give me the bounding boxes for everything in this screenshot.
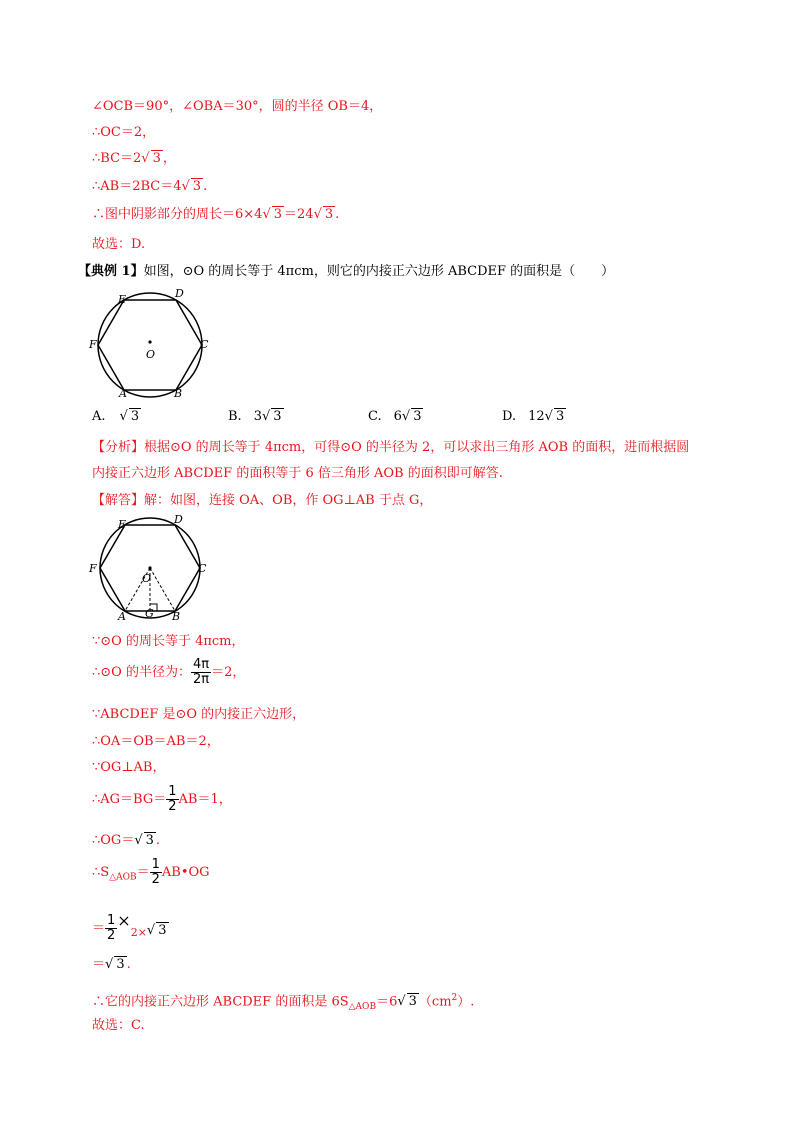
radicand: 3 xyxy=(158,923,167,938)
label-f: F xyxy=(89,338,97,351)
top-line-4 xyxy=(92,178,207,196)
choice-letter: B. xyxy=(228,409,242,424)
label-b: B xyxy=(172,610,181,623)
top-line-1: ∠OCB＝90°，∠OBA＝30°，圆的半径 OB＝4， xyxy=(92,99,383,114)
text: ∴AB＝2BC＝4 xyxy=(92,179,182,194)
fraction-num: 1 xyxy=(107,913,116,928)
fraction-den: 2 xyxy=(107,928,116,943)
fraction-4pi-2pi xyxy=(191,658,211,687)
solution-line-5: ∵OG⊥AB， xyxy=(92,760,166,775)
fraction-den: 2 xyxy=(168,799,177,814)
hexagon-figure-2 xyxy=(88,512,218,624)
answer-line-1: 【解答】解：如图，连接 OA、OB，作 OG⊥AB 于点 G， xyxy=(92,493,433,508)
choice-coef: 6 xyxy=(393,409,402,424)
label-b: B xyxy=(174,387,183,400)
sqrt-3: √ 3 xyxy=(141,151,161,166)
top-line-3 xyxy=(92,150,176,168)
sqrt-3: √ 3 xyxy=(261,409,282,424)
sqrt-3: √ 3 xyxy=(181,179,202,194)
radicand: 3 xyxy=(408,994,417,1010)
fraction-half xyxy=(150,858,162,887)
radicand: 3 xyxy=(555,409,565,424)
choice-d[interactable] xyxy=(502,409,566,424)
choice-b[interactable] xyxy=(228,409,284,424)
text: AB•OG xyxy=(161,865,210,880)
label-o: O xyxy=(142,572,152,585)
solution-line-11 xyxy=(92,989,474,1016)
label-a: A xyxy=(119,387,127,400)
top-line-6: 故选：D. xyxy=(92,237,146,252)
text: ∴OG＝ xyxy=(92,833,135,848)
choice-a[interactable] xyxy=(92,409,141,424)
radicand: 3 xyxy=(130,409,140,424)
solution-line-2 xyxy=(92,658,245,688)
text: ＝2， xyxy=(211,665,246,680)
text: . xyxy=(126,957,131,972)
radicand: 3 xyxy=(273,207,283,222)
solution-line-7 xyxy=(92,832,160,850)
text: （cm xyxy=(418,994,452,1010)
hexagon-figure-1 xyxy=(88,285,218,405)
fraction-half xyxy=(166,785,178,814)
label-d: D xyxy=(174,513,183,526)
label-c: C xyxy=(200,338,209,351)
text: ＝ xyxy=(136,865,150,880)
times-sign: × xyxy=(117,911,131,930)
label-o: O xyxy=(146,348,156,361)
label-c: C xyxy=(198,562,207,575)
radicand: 3 xyxy=(273,409,282,424)
solution-line-8 xyxy=(92,858,210,893)
text: . xyxy=(203,179,208,194)
analysis-line-1: 【分析】根据⊙O 的周长等于 4πcm，可得⊙O 的半径为 2，可以求出三角形 AOB 的面积，进而根据圆 xyxy=(92,440,690,455)
label-a: A xyxy=(118,610,126,623)
text: ＝ xyxy=(92,957,106,972)
superscript: 2 xyxy=(451,993,458,1003)
subscript: △AOB xyxy=(348,1001,377,1012)
text: ）. xyxy=(457,994,475,1010)
sqrt-3: √ 3 xyxy=(313,207,334,222)
text: 2× xyxy=(130,926,147,939)
sqrt-3: √ 3 xyxy=(544,409,565,424)
sqrt-3: √ 3 xyxy=(105,957,125,972)
fraction-num: 1 xyxy=(151,857,160,872)
fraction-den: 2π xyxy=(192,672,210,687)
answer-choices xyxy=(92,409,692,429)
text: ∴S xyxy=(92,865,110,880)
radicand: 3 xyxy=(145,833,154,848)
sqrt-3: √ 3 xyxy=(262,207,283,222)
text: ∴图中阴影部分的周长＝6×4 xyxy=(92,207,263,222)
solution-line-12: 故选：C. xyxy=(92,1018,145,1033)
solution-line-3: ∵ABCDEF 是⊙O 的内接正六边形， xyxy=(92,707,306,722)
analysis-line-2: 内接正六边形 ABCDEF 的面积等于 6 倍三角形 AOB 的面积即可解答. xyxy=(92,466,503,481)
sqrt-3: √ 3 xyxy=(397,994,417,1010)
text: ∴它的内接正六边形 ABCDEF 的面积是 6S xyxy=(92,994,349,1010)
choice-coef: 3 xyxy=(253,409,262,424)
radicand: 3 xyxy=(413,409,422,424)
fraction-num: 4π xyxy=(192,657,210,672)
sqrt-3: √ 3 xyxy=(119,409,140,424)
radicand: 3 xyxy=(324,207,334,222)
sqrt-3: √ 3 xyxy=(401,409,422,424)
label-e: E xyxy=(118,518,127,531)
text: . xyxy=(335,207,340,222)
solution-line-6 xyxy=(92,785,232,815)
text: ∴AG＝BG＝ xyxy=(92,792,167,807)
solution-line-10 xyxy=(92,956,131,974)
radicand: 3 xyxy=(152,151,161,166)
fraction-num: 1 xyxy=(168,784,177,799)
text: AB＝1， xyxy=(178,792,232,807)
text: ∴⊙O 的半径为： xyxy=(92,665,191,680)
label-e: E xyxy=(118,293,127,306)
text: ＝6 xyxy=(376,994,398,1010)
text: ＝ xyxy=(92,921,106,936)
radicand: 3 xyxy=(116,957,125,972)
top-line-2: ∴OC＝2， xyxy=(92,125,156,140)
label-g: G xyxy=(145,607,154,620)
example-label: 【典例 1】 xyxy=(78,264,144,279)
example-question xyxy=(78,263,614,281)
subscript: △AOB xyxy=(109,872,137,883)
top-line-5 xyxy=(92,206,339,224)
text: ∴BC＝2 xyxy=(92,151,142,166)
choice-c[interactable] xyxy=(368,409,423,424)
label-d: D xyxy=(175,287,184,300)
text: . xyxy=(155,833,161,848)
choice-letter: A. xyxy=(92,409,106,424)
solution-line-4: ∴OA＝OB＝AB＝2， xyxy=(92,734,220,749)
fraction-den: 2 xyxy=(151,872,160,887)
sqrt-3: √ 3 xyxy=(146,923,167,938)
choice-letter: C. xyxy=(368,409,382,424)
sqrt-3: √ 3 xyxy=(134,833,154,848)
text: ， xyxy=(162,151,176,166)
solution-line-9 xyxy=(92,906,169,948)
text: ＝24 xyxy=(284,207,314,222)
fraction-half xyxy=(105,914,117,943)
solution-line-1: ∵⊙O 的周长等于 4πcm， xyxy=(92,634,245,649)
choice-letter: D. xyxy=(502,409,517,424)
example-text: 如图，⊙O 的周长等于 4πcm，则它的内接正六边形 ABCDEF 的面积是（ ） xyxy=(143,264,615,279)
label-f: F xyxy=(89,562,97,575)
radicand: 3 xyxy=(192,179,202,194)
choice-coef: 12 xyxy=(528,409,545,424)
